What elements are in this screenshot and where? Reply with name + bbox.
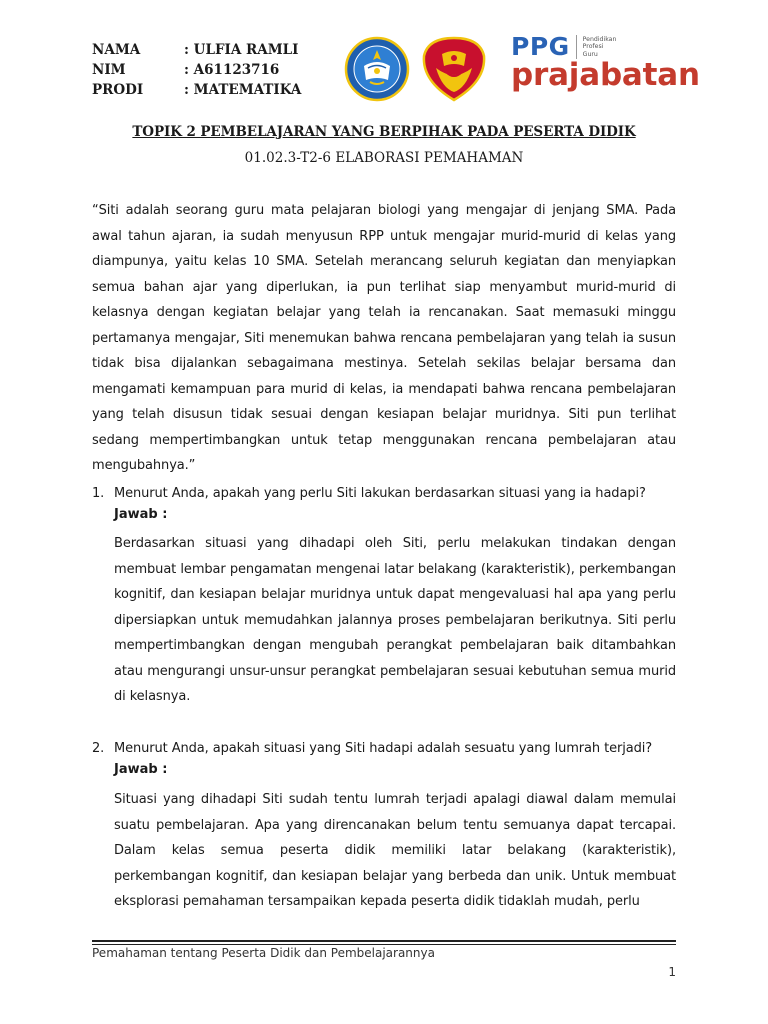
answer-2: Situasi yang dihadapi Siti sudah tentu lumrah terjadi apalagi diawal dalam memulai suatu pembelajaran. Apa yang direncanakan belum tentu semuanya dapat tercapai. Dalam kelas semua peserta didik memiliki latar belakang (karakteristik), perkembangan kognitif, dan kesiapan belajar yang berbeda dan unik. Untuk membuat eksplorasi pemahaman tersampaikan kepada peserta didik tidaklah mudah, perlu bbox=[114, 792, 676, 909]
answer-label: Jawab : bbox=[114, 507, 168, 522]
footer-rule bbox=[92, 940, 676, 942]
identity-row-prodi bbox=[92, 80, 301, 100]
ppg-divider bbox=[576, 35, 577, 59]
question-text: Menurut Anda, apakah situasi yang Siti hadapi adalah sesuatu yang lumrah terjadi? bbox=[114, 741, 653, 756]
nim-value: : A61123716 bbox=[184, 62, 280, 78]
kemdikbud-logo bbox=[344, 36, 410, 102]
name-label: NAMA bbox=[92, 42, 141, 58]
nim-label: NIM bbox=[92, 62, 126, 78]
ppg-subtitle bbox=[583, 36, 617, 58]
question-number: 2. bbox=[92, 741, 105, 756]
intro-paragraph: “Siti adalah seorang guru mata pelajaran biologi yang mengajar di jenjang SMA. Pada awal tahun ajaran, ia sudah menyusun RPP untuk mengajar murid-murid di kelas yang diampunya, yaitu kelas 10 SMA. Setelah merancang seluruh kegiatan dan menyiapkan semua bahan ajar yang diperlukan, ia pun terlihat siap menyambut murid-murid di kelasnya dengan kegiatan belajar yang telah ia rencanakan. Saat memasuki minggu pertamanya mengajar, Siti menemukan bahwa rencana pembelajaran yang telah ia susun tidak bisa dijalankan sebagaimana mestinya. Setelah sekilas belajar bersama dan mengamati kemampuan para murid di kelas, ia mendapati bahwa rencana pembelajaran yang telah disusun tidak sesuai dengan kesiapan belajar muridnya. Siti pun terlihat sedang mempertimbangkan untuk tetap menggunakan rencana pembelajaran atau mengubahnya.” bbox=[92, 203, 676, 473]
ppg-sub-line: Profesi bbox=[582, 43, 604, 51]
footer-text: Pemahaman tentang Peserta Didik dan Pembelajarannya bbox=[92, 946, 435, 960]
page-title: TOPIK 2 PEMBELAJARAN YANG BERPIHAK PADA PESERTA DIDIK bbox=[132, 124, 636, 140]
page-subtitle: 01.02.3-T2-6 ELABORASI PEMAHAMAN bbox=[244, 150, 524, 166]
ppg-word: PPG bbox=[511, 32, 570, 61]
question-text: Menurut Anda, apakah yang perlu Siti lakukan berdasarkan situasi yang ia hadapi? bbox=[114, 486, 646, 501]
identity-row-name bbox=[92, 40, 301, 60]
prodi-value: : MATEMATIKA bbox=[184, 82, 302, 98]
name-value: : ULFIA RAMLI bbox=[184, 42, 299, 58]
ppg-prajabatan-logo bbox=[511, 32, 700, 104]
ppg-sub-line: Pendidikan bbox=[582, 36, 617, 44]
page-number: 1 bbox=[668, 965, 676, 979]
answer-label: Jawab : bbox=[114, 762, 168, 777]
question-number: 1. bbox=[92, 486, 105, 501]
ppg-main-word: prajabatan bbox=[511, 57, 700, 93]
identity-block bbox=[92, 40, 301, 100]
answer-1: Berdasarkan situasi yang dihadapi oleh Siti, perlu melakukan tindakan dengan membuat lembar pengamatan mengenai latar belakang (karakteristik), perkembangan kognitif, dan kesiapan belajar muridnya untuk dapat mengevaluasi hal apa yang perlu dipersiapkan untuk memudahkan jalannya proses pembelajaran berikutnya. Siti perlu mempertimbangkan dengan mengubah perangkat pembelajaran baik ditambahkan atau mengurangi unsur-unsur perangkat pembelajaran sesuai kebutuhan semua murid di kelasnya. bbox=[114, 536, 676, 704]
ppg-sub-line: Guru bbox=[582, 50, 598, 58]
footer-rule bbox=[92, 944, 676, 945]
unm-logo bbox=[420, 36, 488, 102]
identity-row-nim bbox=[92, 60, 301, 80]
prodi-label: PRODI bbox=[92, 82, 144, 98]
